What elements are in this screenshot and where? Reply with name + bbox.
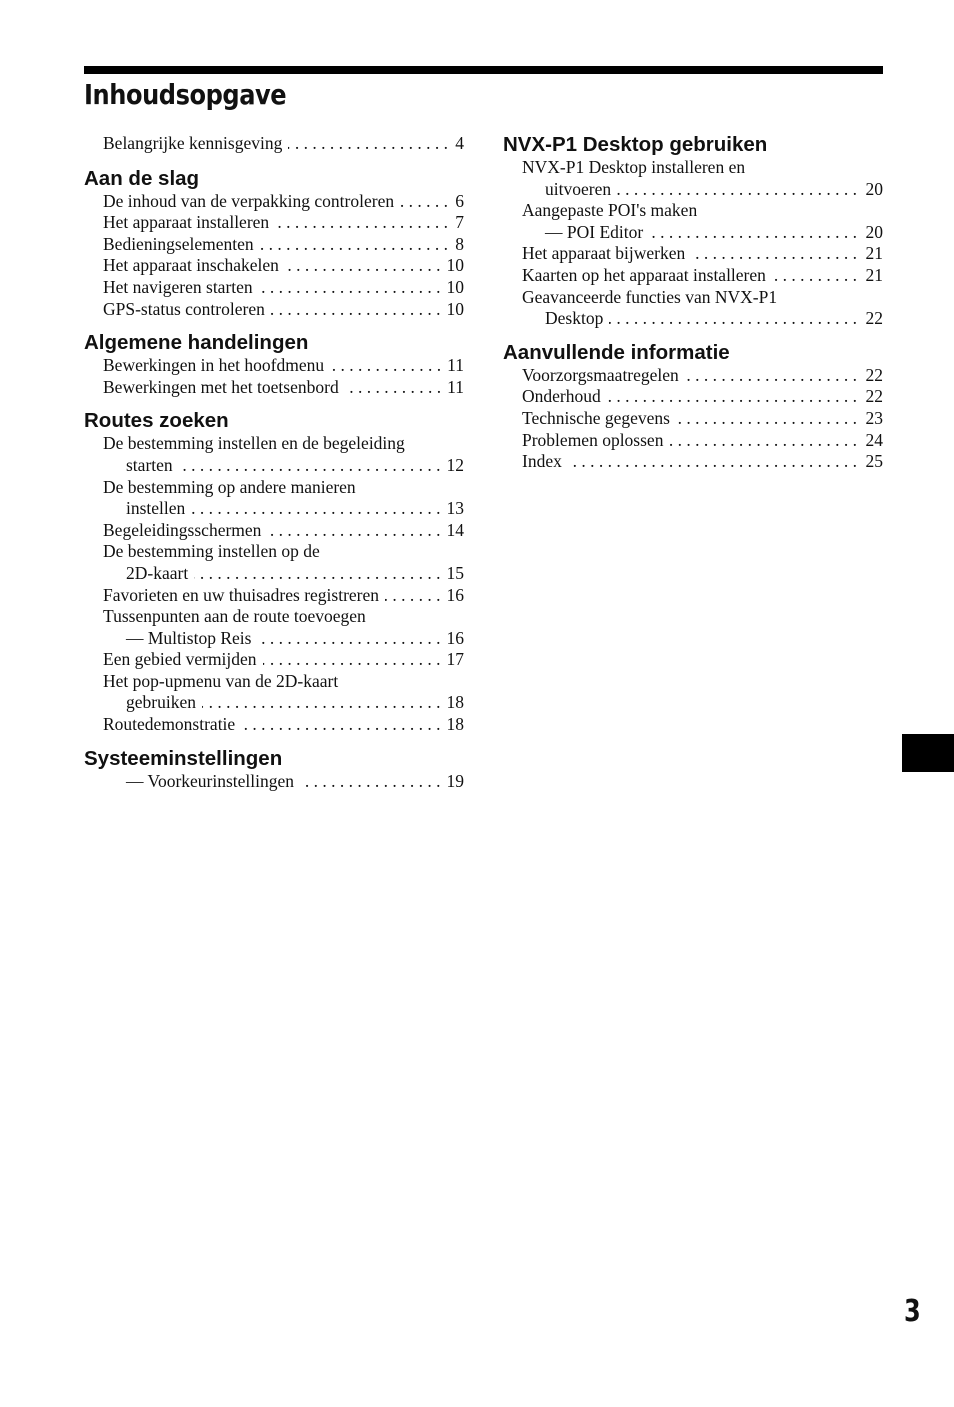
toc-entry-intro[interactable] bbox=[84, 133, 464, 155]
toc-entry[interactable] bbox=[503, 430, 883, 452]
page-title: Inhoudsopgave bbox=[84, 78, 287, 111]
toc-entry[interactable] bbox=[503, 157, 883, 200]
toc-page-number: 17 bbox=[446, 649, 464, 670]
toc-page-number: 20 bbox=[865, 178, 883, 199]
toc-section bbox=[84, 331, 464, 398]
toc-page-number: 22 bbox=[865, 364, 883, 385]
toc-page-number: 18 bbox=[446, 692, 464, 713]
toc-entry[interactable] bbox=[503, 243, 883, 265]
toc-entry-text: De bestemming instellen op de bbox=[103, 541, 320, 562]
toc-entry-text: De bestemming instellen en de begeleiding bbox=[103, 433, 405, 454]
toc-entry[interactable] bbox=[84, 649, 464, 671]
dot-leader bbox=[241, 714, 440, 736]
toc-entry-text: Technische gegevens bbox=[522, 407, 670, 428]
toc-entry[interactable] bbox=[84, 277, 464, 299]
toc-page-number: 11 bbox=[447, 355, 464, 376]
toc-page-number: 10 bbox=[446, 255, 464, 276]
dot-leader bbox=[345, 377, 441, 399]
section-heading[interactable]: Aanvullende informatie bbox=[503, 340, 730, 364]
toc-entry-text: Routedemonstratie bbox=[103, 714, 236, 735]
toc-entry[interactable] bbox=[503, 386, 883, 408]
toc-section bbox=[503, 133, 883, 330]
toc-entry-text: — Voorkeurinstellingen bbox=[126, 770, 295, 791]
dot-leader bbox=[669, 430, 857, 452]
toc-entry[interactable] bbox=[84, 299, 464, 321]
toc-entry-text: Belangrijke kennisgeving bbox=[103, 133, 283, 153]
page-number: 3 bbox=[904, 1294, 921, 1329]
dot-leader bbox=[288, 133, 448, 155]
toc-entry-text: gebruiken bbox=[126, 692, 196, 713]
toc-entry[interactable] bbox=[84, 606, 464, 649]
toc-page-number: 16 bbox=[446, 584, 464, 605]
toc-section bbox=[84, 409, 464, 735]
toc-entry-text: Index bbox=[522, 451, 562, 472]
toc-entry-text: Aangepaste POI's maken bbox=[522, 200, 698, 221]
dot-leader bbox=[607, 386, 857, 408]
toc-right-column bbox=[503, 133, 883, 484]
toc-page-number: 20 bbox=[865, 221, 883, 242]
toc-entry-text: instellen bbox=[126, 498, 186, 519]
title-rule bbox=[84, 66, 883, 74]
toc-entry[interactable] bbox=[84, 191, 464, 213]
toc-entry-text: Onderhoud bbox=[522, 386, 601, 407]
toc-entry-text: Voorzorgsmaatregelen bbox=[522, 364, 679, 385]
toc-page-number: 10 bbox=[446, 276, 464, 297]
toc-entry-text: De inhoud van de verpakking controleren bbox=[103, 190, 395, 211]
toc-entry-text: Bewerkingen in het hoofdmenu bbox=[103, 355, 325, 376]
toc-page-number: 22 bbox=[865, 386, 883, 407]
dot-leader bbox=[617, 179, 857, 201]
toc-page-number: 10 bbox=[446, 298, 464, 319]
toc-entry-text: — POI Editor bbox=[545, 221, 644, 242]
toc-entry-text: uitvoeren bbox=[545, 178, 612, 199]
dot-leader bbox=[285, 255, 441, 277]
toc-page-number: 8 bbox=[455, 233, 464, 254]
toc-entry-text: Favorieten en uw thuisadres registreren bbox=[103, 584, 380, 605]
toc-page-number: 12 bbox=[446, 454, 464, 475]
toc-entry[interactable] bbox=[84, 714, 464, 736]
toc-entry-text: Problemen oplossen bbox=[522, 429, 664, 450]
dot-leader bbox=[649, 222, 857, 244]
dot-leader bbox=[568, 451, 857, 473]
dot-leader bbox=[179, 455, 441, 477]
toc-page-number: 18 bbox=[446, 714, 464, 735]
chapter-tab-marker bbox=[902, 734, 954, 772]
toc-entry-text: NVX-P1 Desktop installeren en bbox=[522, 157, 746, 177]
dot-leader bbox=[191, 498, 440, 520]
toc-section bbox=[503, 341, 883, 473]
toc-entry-text: starten bbox=[126, 454, 173, 475]
dot-leader bbox=[257, 628, 440, 650]
section-heading[interactable]: Aan de slag bbox=[84, 166, 200, 190]
toc-page-number: 21 bbox=[865, 264, 883, 285]
toc-entry-text: Het apparaat installeren bbox=[103, 212, 270, 233]
toc-page-number: 22 bbox=[865, 308, 883, 329]
section-heading[interactable]: Algemene handelingen bbox=[84, 331, 309, 355]
toc-entry[interactable] bbox=[84, 477, 464, 520]
toc-entry[interactable] bbox=[84, 541, 464, 584]
toc-entry-text: — Multistop Reis bbox=[126, 627, 252, 648]
toc-entry[interactable] bbox=[84, 355, 464, 377]
toc-page-number: 21 bbox=[865, 243, 883, 264]
toc-entry[interactable] bbox=[503, 200, 883, 243]
toc-page-number: 24 bbox=[865, 429, 883, 450]
toc-entry[interactable] bbox=[503, 408, 883, 430]
dot-leader bbox=[271, 299, 441, 321]
toc-entry-text: Het apparaat inschakelen bbox=[103, 255, 279, 276]
toc-entry[interactable] bbox=[503, 287, 883, 330]
dot-leader bbox=[676, 408, 857, 430]
dot-leader bbox=[772, 265, 857, 287]
dot-leader bbox=[202, 692, 441, 714]
toc-page-number: 13 bbox=[446, 498, 464, 519]
dot-leader bbox=[330, 355, 441, 377]
dot-leader bbox=[609, 308, 857, 330]
dot-leader bbox=[260, 234, 448, 256]
toc-entry[interactable] bbox=[84, 234, 464, 256]
dot-leader bbox=[300, 771, 440, 793]
toc-entry-text: GPS-status controleren bbox=[103, 298, 265, 319]
toc-entry[interactable] bbox=[84, 520, 464, 542]
toc-entry-text: Een gebied vermijden bbox=[103, 649, 257, 670]
toc-section bbox=[84, 167, 464, 321]
toc-entry[interactable] bbox=[84, 377, 464, 399]
toc-entry-text: Begeleidingsschermen bbox=[103, 519, 262, 540]
toc-page-number: 16 bbox=[446, 627, 464, 648]
toc-section bbox=[84, 747, 464, 793]
toc-entry-text: Desktop bbox=[545, 308, 604, 329]
toc-entry[interactable] bbox=[84, 255, 464, 277]
toc-entry-text: De bestemming op andere manieren bbox=[103, 476, 356, 497]
toc-page-number: 15 bbox=[446, 562, 464, 583]
dot-leader bbox=[194, 563, 440, 585]
toc-page-number: 11 bbox=[447, 376, 464, 397]
toc-page-number: 7 bbox=[455, 212, 464, 233]
dot-leader bbox=[685, 365, 857, 387]
toc-entry[interactable] bbox=[503, 265, 883, 287]
toc-entry[interactable] bbox=[84, 771, 464, 793]
dot-leader bbox=[259, 277, 441, 299]
section-heading[interactable]: Systeeminstellingen bbox=[84, 746, 283, 770]
toc-entry-text: Bewerkingen met het toetsenbord bbox=[103, 376, 339, 397]
dot-leader bbox=[385, 585, 440, 607]
toc-entry-text: Geavanceerde functies van NVX-P1 bbox=[522, 286, 778, 307]
toc-page-number: 4 bbox=[455, 133, 464, 153]
toc-page-number: 23 bbox=[865, 407, 883, 428]
toc-entry[interactable] bbox=[84, 212, 464, 234]
dot-leader bbox=[400, 191, 448, 213]
toc-entry[interactable] bbox=[84, 433, 464, 476]
toc-page-number: 25 bbox=[865, 451, 883, 472]
toc-entry[interactable] bbox=[503, 365, 883, 387]
toc-entry[interactable] bbox=[84, 671, 464, 714]
dot-leader bbox=[267, 520, 440, 542]
toc-page-number: 19 bbox=[446, 770, 464, 791]
toc-entry-text: 2D-kaart bbox=[126, 562, 189, 583]
toc-page-number: 14 bbox=[446, 519, 464, 540]
toc-entry-text: Tussenpunten aan de route toevoegen bbox=[103, 606, 366, 627]
toc-entry[interactable] bbox=[503, 451, 883, 473]
toc-entry-text: Het navigeren starten bbox=[103, 276, 253, 297]
toc-left-column bbox=[84, 133, 464, 803]
toc-entry-text: Bedieningselementen bbox=[103, 233, 254, 254]
dot-leader bbox=[691, 243, 857, 265]
toc-page-number: 6 bbox=[455, 190, 464, 211]
section-heading[interactable]: NVX-P1 Desktop gebruiken bbox=[503, 133, 768, 156]
toc-entry-text: Kaarten op het apparaat installeren bbox=[522, 264, 766, 285]
section-heading[interactable]: Routes zoeken bbox=[84, 409, 229, 433]
toc-entry[interactable] bbox=[84, 585, 464, 607]
toc-entry-text: Het pop-upmenu van de 2D-kaart bbox=[103, 670, 339, 691]
dot-leader bbox=[275, 212, 448, 234]
dot-leader bbox=[263, 649, 441, 671]
toc-entry-text: Het apparaat bijwerken bbox=[522, 243, 686, 264]
